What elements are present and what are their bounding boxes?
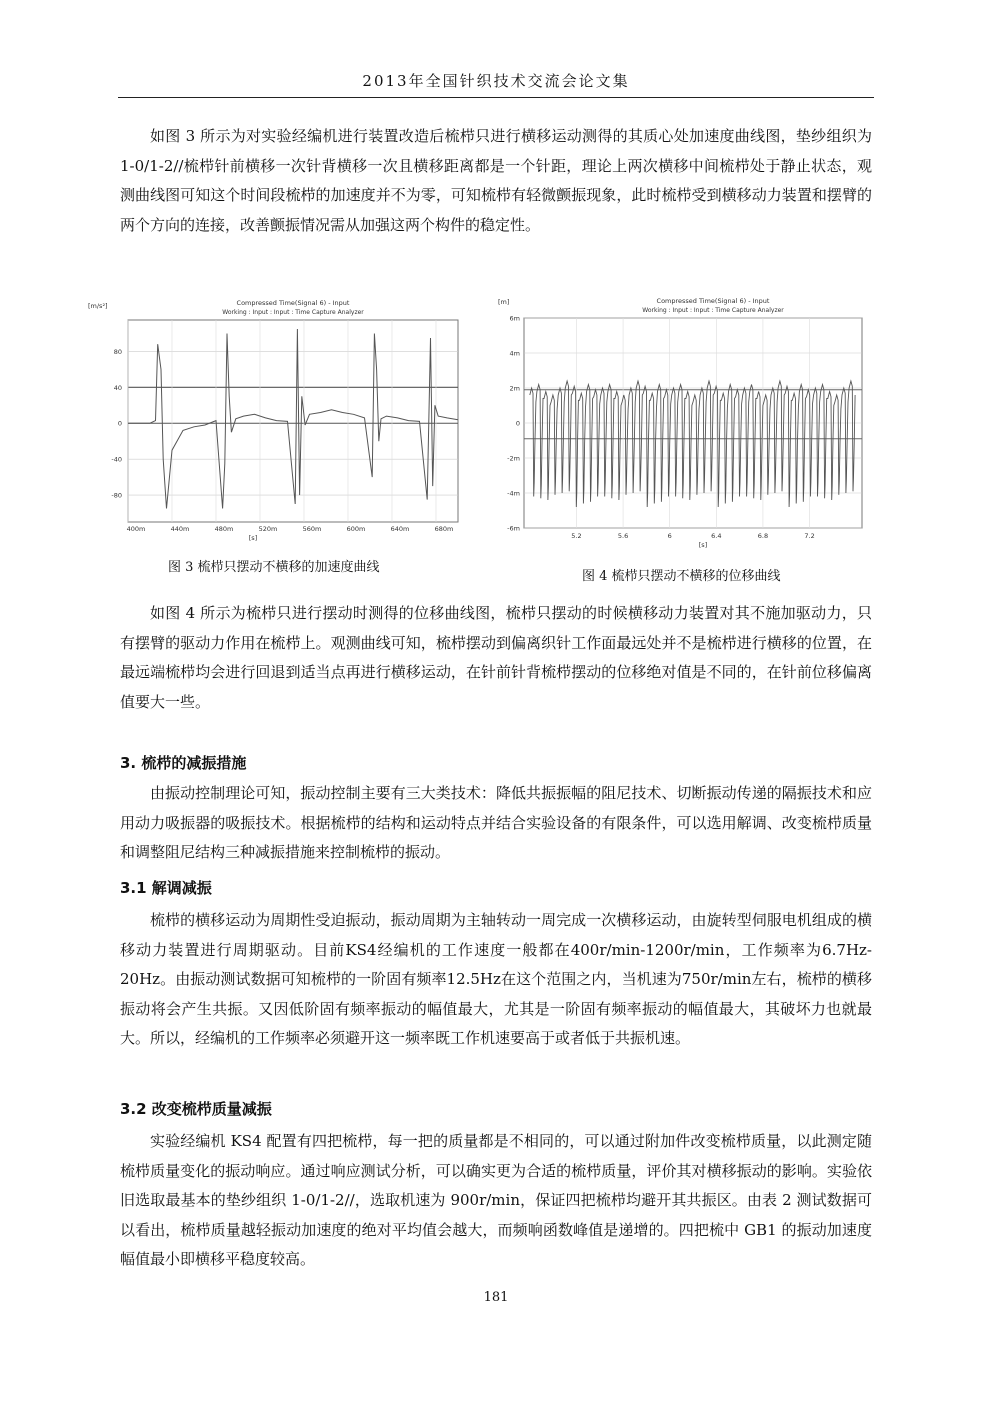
figure-3 <box>86 296 466 546</box>
displacement-chart <box>494 294 868 552</box>
x-tick-label: 6.4 <box>711 532 722 540</box>
y-tick-label: -6m <box>507 524 520 533</box>
figure-4-caption: 图 4 梳栉只摆动不横移的位移曲线 <box>582 569 781 584</box>
section-3-2-heading: 3.2 改变梳栉质量减振 <box>120 1100 272 1118</box>
x-tick-label: 520m <box>258 525 278 533</box>
x-tick-label: 640m <box>390 525 410 533</box>
x-tick-label: 480m <box>214 525 234 533</box>
x-tick-label: 600m <box>346 525 366 533</box>
paragraph-mass-change: 实验经编机 KS4 配置有四把梳栉，每一把的质量都是不相同的，可以通过附加件改变梳栉质量，以此测定随梳栉质量变化的振动响应。通过响应测试分析，可以确实更为合适的梳栉质量，评价其对横移振动的影响。实验依旧选取最基本的垫纱组织 1-0/1-2//，选取机速为 900r/min，保证四把梳栉均避开其共振区。由表 2 测试数据可以看出，梳栉质量越轻振动加速度的绝对平均值会越大，而频响函数峰值是递增的。四把梳中 GB1 的振动加速度幅值最小即横移平稳度较高。 <box>120 1132 872 1268</box>
y-axis-unit: [m] <box>498 298 510 306</box>
x-axis-unit: [s] <box>698 541 708 549</box>
y-tick-label: 6m <box>509 314 520 323</box>
paragraph-fig4-description: 如图 4 所示为梳栉只进行摆动时测得的位移曲线图，梳栉只摆动的时候横移动力装置对其不施加驱动力，只有摆臂的驱动力作用在梳栉上。观测曲线可知，梳栉摆动到偏离织针工作面最远处并不是梳栉进行横移的位置，在最远端梳栉均会进行回退到适当点再进行横移运动，在针前针背梳栉摆动的位移绝对值是不同的，在针前位移偏离值要大一些。 <box>120 604 872 711</box>
figure-4 <box>494 294 868 552</box>
page-number: 181 <box>483 1290 509 1305</box>
y-tick-label: 2m <box>509 384 520 393</box>
y-tick-label: 0 <box>515 419 520 428</box>
y-tick-label: -4m <box>507 489 520 498</box>
chart-subtitle: Working : Input : Input : Time Capture Analyzer <box>222 309 364 316</box>
x-tick-label: 6.8 <box>757 532 769 540</box>
y-tick-label: 0 <box>117 419 122 428</box>
x-tick-label: 6 <box>667 532 672 540</box>
header-rule <box>118 97 874 98</box>
y-tick-label: -40 <box>111 455 122 464</box>
chart-title: Compressed Time(Signal 6) - Input <box>656 297 770 305</box>
y-axis-unit: [m/s²] <box>88 302 108 310</box>
paragraph-vibration-control: 由振动控制理论可知，振动控制主要有三大类技术：降低共振振幅的阻尼技术、切断振动传递的隔振技术和应用动力吸振器的吸振技术。根据梳栉的结构和运动特点并结合实验设备的有限条件，可以选用解调、改变梳栉质量和调整阻尼结构三种减振措施来控制梳栉的振动。 <box>120 784 872 861</box>
paragraph-demodulation: 梳栉的横移运动为周期性受迫振动，振动周期为主轴转动一周完成一次横移运动，由旋转型伺服电机组成的横移动力装置进行周期驱动。目前KS4经编机的工作速度一般都在400r/min-1200r/min，工作频率为6.7Hz-20Hz。由振动测试数据可知梳栉的一阶固有频率12.5Hz在这个范围之内，当机速为750r/min左右，梳栉的横移振动将会产生共振。又因低阶固有频率振动的幅值最大，尤其是一阶固有频率振动的幅值最大，其破坏力也就最大。所以，经编机的工作频率必须避开这一频率既工作机速要高于或者低于共振机速。 <box>120 911 872 1047</box>
figure-3-caption: 图 3 梳栉只摆动不横移的加速度曲线 <box>168 560 380 575</box>
chart-subtitle: Working : Input : Input : Time Capture Analyzer <box>642 307 784 314</box>
y-tick-label: -80 <box>111 491 122 500</box>
x-tick-label: 5.6 <box>617 532 629 540</box>
acceleration-chart <box>86 296 466 546</box>
x-tick-label: 7.2 <box>804 532 815 540</box>
x-tick-label: 5.2 <box>571 532 582 540</box>
y-tick-label: 80 <box>113 347 122 356</box>
chart-title: Compressed Time(Signal 6) - Input <box>236 299 350 307</box>
x-axis-unit: [s] <box>248 534 258 542</box>
y-tick-label: -2m <box>507 454 520 463</box>
section-3-heading: 3. 梳栉的减振措施 <box>120 754 247 772</box>
paragraph-fig3-description: 如图 3 所示为对实验经编机进行装置改造后梳栉只进行横移运动测得的其质心处加速度曲线图，垫纱组织为 1-0/1-2//梳栉针前横移一次针背横移一次且横移距离都是一个针距，理论上两次横移中间梳栉处于静止状态，观测曲线图可知这个时间段梳栉的加速度并不为零，可知梳栉有轻微颤振现象，此时梳栉受到横移动力装置和摆臂的两个方向的连接，改善颤振情况需从加强这两个构件的稳定性。 <box>120 127 872 234</box>
y-tick-label: 40 <box>113 383 122 392</box>
y-tick-label: 4m <box>509 349 520 358</box>
section-3-1-heading: 3.1 解调减振 <box>120 879 212 897</box>
x-tick-label: 560m <box>302 525 322 533</box>
running-header: 2013年全国针织技术交流会论文集 <box>362 72 630 90</box>
x-tick-label: 680m <box>434 525 454 533</box>
x-tick-label: 440m <box>170 525 190 533</box>
x-tick-label: 400m <box>126 525 146 533</box>
